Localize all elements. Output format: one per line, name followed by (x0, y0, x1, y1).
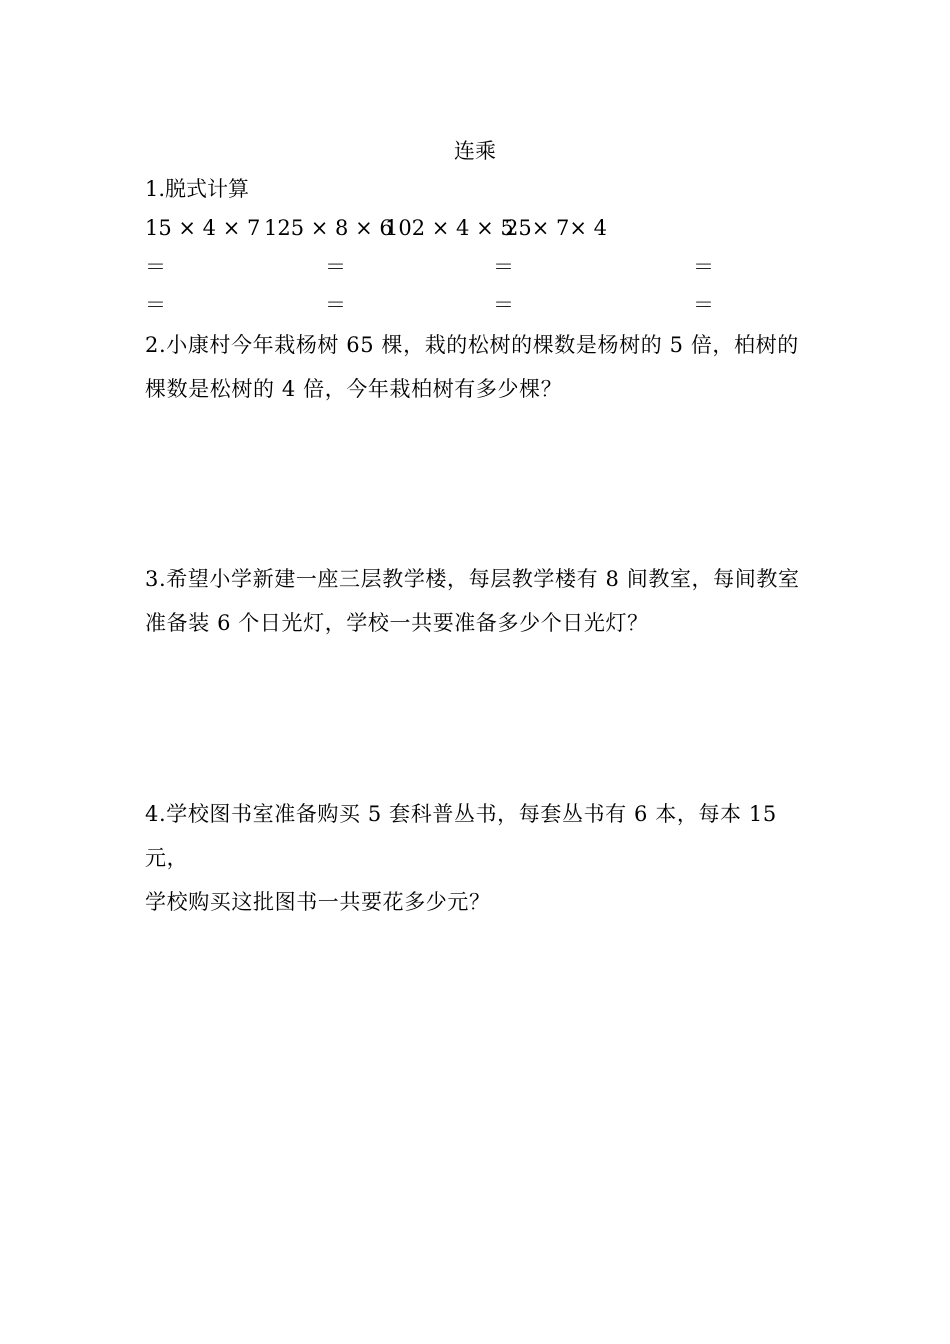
equals-row2-col3: ＝ (493, 293, 514, 317)
question-4-line-1: 4.学校图书室准备购买 5 套科普丛书，每套丛书有 6 本，每本 15 元， (145, 802, 777, 870)
expression-1: 15 × 4 × 7 (145, 216, 261, 240)
question-4-line-2: 学校购买这批图书一共要花多少元？ (145, 890, 491, 914)
question-4 (145, 792, 820, 924)
question-2-line-2: 棵数是松树的 4 倍，今年栽柏树有多少棵？ (145, 377, 563, 401)
equals-row1-col2: ＝ (325, 255, 346, 279)
equals-row2-col2: ＝ (325, 293, 346, 317)
equals-row2-col1: ＝ (145, 293, 166, 317)
expression-3: 102 × 4 × 5 (385, 216, 514, 240)
equals-row1-col1: ＝ (145, 255, 166, 279)
question-2-line-1: 2.小康村今年栽杨树 65 棵，栽的松树的棵数是杨树的 5 倍，柏树的 (145, 333, 799, 357)
equals-row1-col4: ＝ (693, 255, 714, 279)
equals-row1-col3: ＝ (493, 255, 514, 279)
question-3 (145, 557, 820, 645)
page-title: 连乘 (454, 139, 496, 163)
section1-heading: 1.脱式计算 (145, 177, 250, 201)
question-3-line-1: 3.希望小学新建一座三层教学楼，每层教学楼有 8 间教室，每间教室 (145, 567, 800, 591)
question-3-line-2: 准备装 6 个日光灯，学校一共要准备多少个日光灯？ (145, 611, 649, 635)
question-2 (145, 323, 820, 411)
expression-2: 125 × 8 × 6 (264, 216, 393, 240)
expression-4: 25× 7× 4 (505, 216, 607, 240)
equals-row2-col4: ＝ (693, 293, 714, 317)
